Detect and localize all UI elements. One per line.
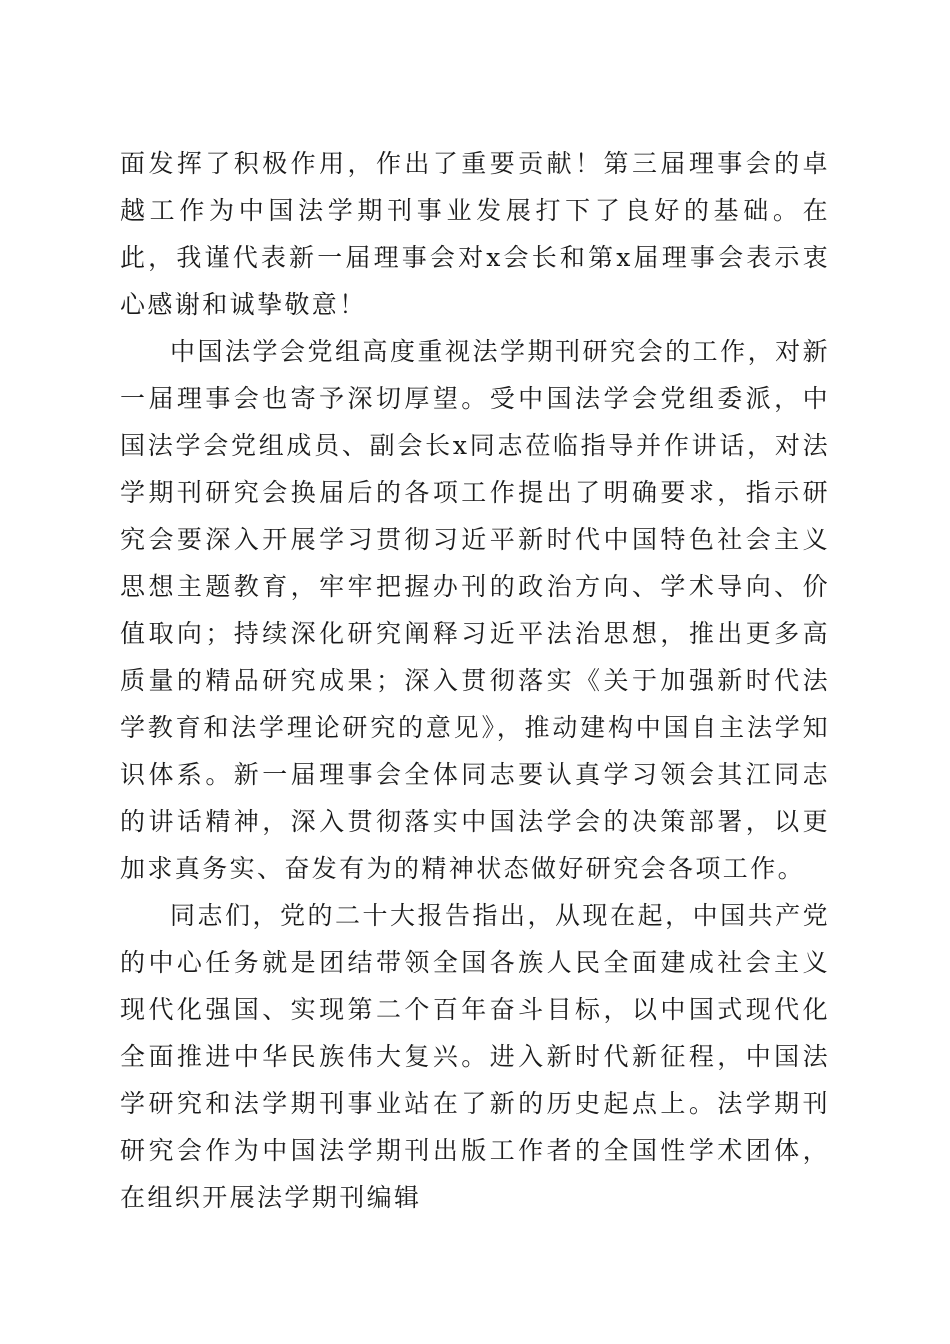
paragraph-1: 面发挥了积极作用，作出了重要贡献！第三届理事会的卓越工作为中国法学期刊事业发展打下了良好的基础。在此，我谨代表新一届理事会对x会长和第x届理事会表示衷心感谢和诚挚敬意！ xyxy=(120,149,830,319)
document-body xyxy=(120,140,830,1221)
paragraph-2: 中国法学会党组高度重视法学期刊研究会的工作，对新一届理事会也寄予深切厚望。受中国法学会党组委派，中国法学会党组成员、副会长x同志莅临指导并作讲话，对法学期刊研究会换届后的各项工作提出了明确要求，指示研究会要深入开展学习贯彻习近平新时代中国特色社会主义思想主题教育，牢牢把握办刊的政治方向、学术导向、价值取向；持续深化研究阐释习近平法治思想，推出更多高质量的精品研究成果；深入贯彻落实《关于加强新时代法学教育和法学理论研究的意见》，推动建构中国自主法学知识体系。新一届理事会全体同志要认真学习领会其江同志的讲话精神，深入贯彻落实中国法学会的决策部署，以更加求真务实、奋发有为的精神状态做好研究会各项工作。 xyxy=(120,337,830,883)
paragraph-3: 同志们，党的二十大报告指出，从现在起，中国共产党的中心任务就是团结带领全国各族人民全面建成社会主义现代化强国、实现第二个百年奋斗目标，以中国式现代化全面推进中华民族伟大复兴。进入新时代新征程，中国法学研究和法学期刊事业站在了新的历史起点上。法学期刊研究会作为中国法学期刊出版工作者的全国性学术团体，在组织开展法学期刊编辑 xyxy=(120,901,830,1212)
